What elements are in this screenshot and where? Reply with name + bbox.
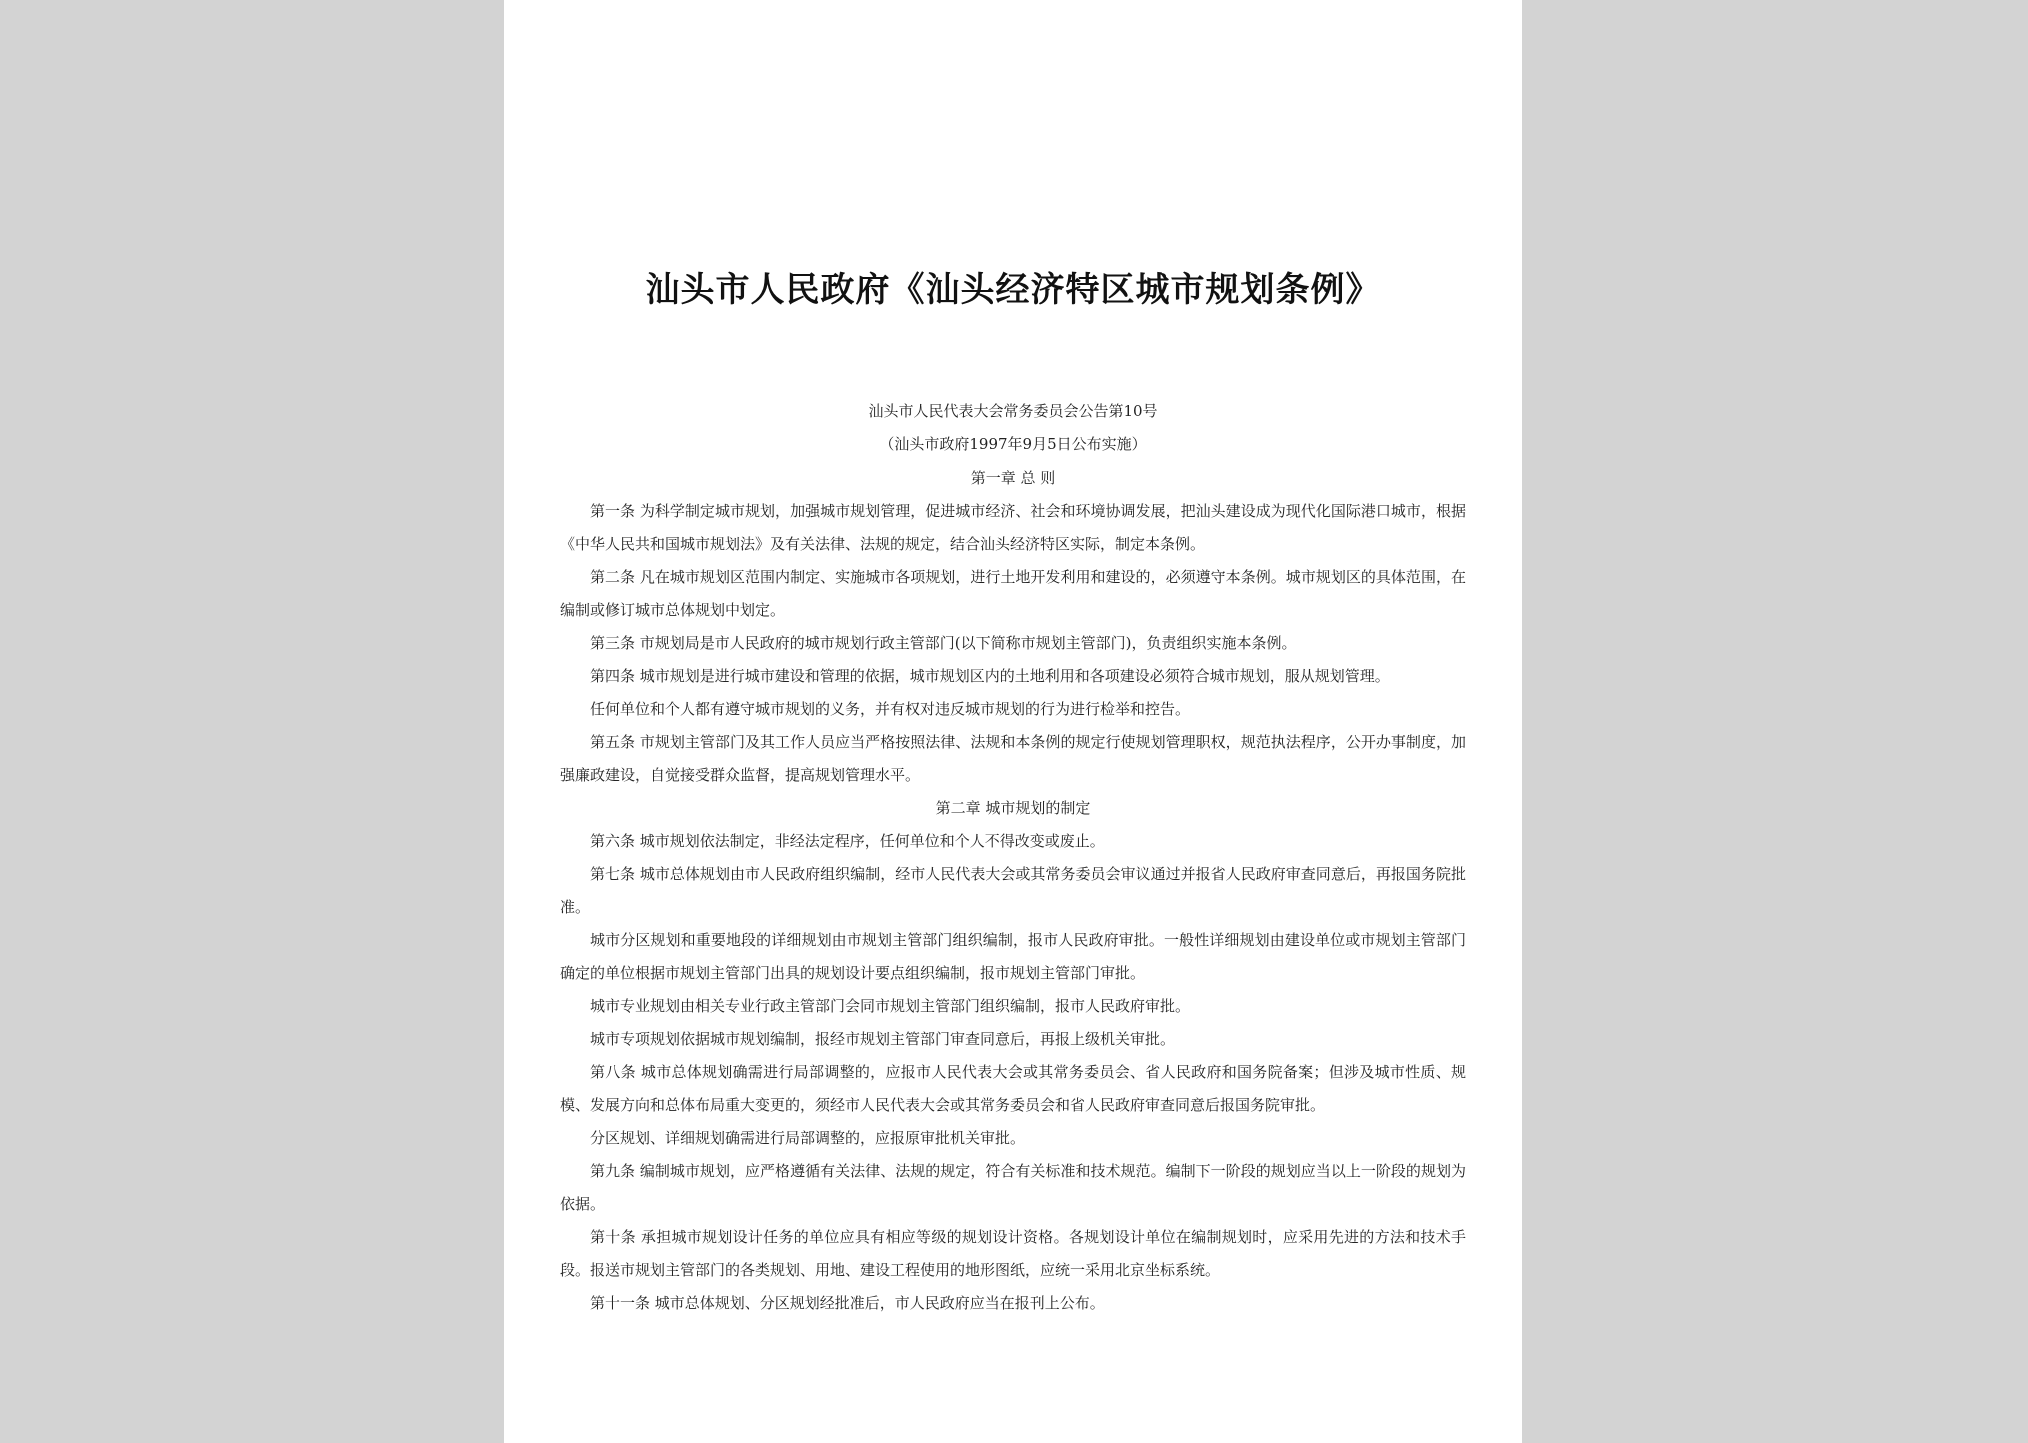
announcement-line: 汕头市人民代表大会常务委员会公告第10号 (868, 402, 1158, 420)
document-body (560, 462, 1466, 1320)
paragraph: 第五条 市规划主管部门及其工作人员应当严格按照法律、法规和本条例的规定行使规划管理职权，规范执法程序，公开办事制度，加强廉政建设，自觉接受群众监督，提高规划管理水平。 (560, 733, 1466, 784)
paragraph: 第八条 城市总体规划确需进行局部调整的，应报市人民代表大会或其常务委员会、省人民政府和国务院备案；但涉及城市性质、规模、发展方向和总体布局重大变更的，须经市人民代表大会或其常务委员会和省人民政府审查同意后报国务院审批。 (560, 1063, 1466, 1114)
paragraph: 城市分区规划和重要地段的详细规划由市规划主管部门组织编制，报市人民政府审批。一般性详细规划由建设单位或市规划主管部门确定的单位根据市规划主管部门出具的规划设计要点组织编制，报市规划主管部门审批。 (560, 931, 1466, 982)
paragraph: 第四条 城市规划是进行城市建设和管理的依据，城市规划区内的土地利用和各项建设必须符合城市规划，服从规划管理。 (590, 667, 1390, 685)
paragraph: 第九条 编制城市规划，应严格遵循有关法律、法规的规定，符合有关标准和技术规范。编制下一阶段的规划应当以上一阶段的规划为依据。 (560, 1162, 1466, 1213)
paragraph: 第三条 市规划局是市人民政府的城市规划行政主管部门(以下简称市规划主管部门)，负责组织实施本条例。 (590, 634, 1297, 652)
paragraph: 第二条 凡在城市规划区范围内制定、实施城市各项规划，进行土地开发利用和建设的，必须遵守本条例。城市规划区的具体范围，在编制或修订城市总体规划中划定。 (560, 568, 1466, 619)
paragraph: 第六条 城市规划依法制定，非经法定程序，任何单位和个人不得改变或废止。 (590, 832, 1105, 850)
issue-note: （汕头市政府1997年9月5日公布实施） (879, 435, 1147, 453)
chapter-1-heading: 第一章 总 则 (970, 469, 1056, 487)
paragraph: 第七条 城市总体规划由市人民政府组织编制，经市人民代表大会或其常务委员会审议通过并报省人民政府审查同意后，再报国务院批准。 (560, 865, 1466, 916)
paragraph: 城市专项规划依据城市规划编制，报经市规划主管部门审查同意后，再报上级机关审批。 (590, 1030, 1176, 1048)
chapter-2-heading: 第二章 城市规划的制定 (935, 799, 1091, 817)
paragraph: 第十一条 城市总体规划、分区规划经批准后，市人民政府应当在报刊上公布。 (590, 1294, 1105, 1312)
paragraph: 第一条 为科学制定城市规划，加强城市规划管理，促进城市经济、社会和环境协调发展，把汕头建设成为现代化国际港口城市，根据《中华人民共和国城市规划法》及有关法律、法规的规定，结合汕头经济特区实际，制定本条例。 (560, 502, 1466, 553)
paragraph: 任何单位和个人都有遵守城市规划的义务，并有权对违反城市规划的行为进行检举和控告。 (590, 700, 1191, 718)
document-page (504, 0, 1522, 1443)
paragraph: 城市专业规划由相关专业行政主管部门会同市规划主管部门组织编制，报市人民政府审批。 (590, 997, 1191, 1015)
paragraph: 分区规划、详细规划确需进行局部调整的，应报原审批机关审批。 (590, 1129, 1026, 1147)
paragraph: 第十条 承担城市规划设计任务的单位应具有相应等级的规划设计资格。各规划设计单位在编制规划时，应采用先进的方法和技术手段。报送市规划主管部门的各类规划、用地、建设工程使用的地形图纸，应统一采用北京坐标系统。 (560, 1228, 1466, 1279)
document-title: 汕头市人民政府《汕头经济特区城市规划条例》 (645, 270, 1381, 310)
